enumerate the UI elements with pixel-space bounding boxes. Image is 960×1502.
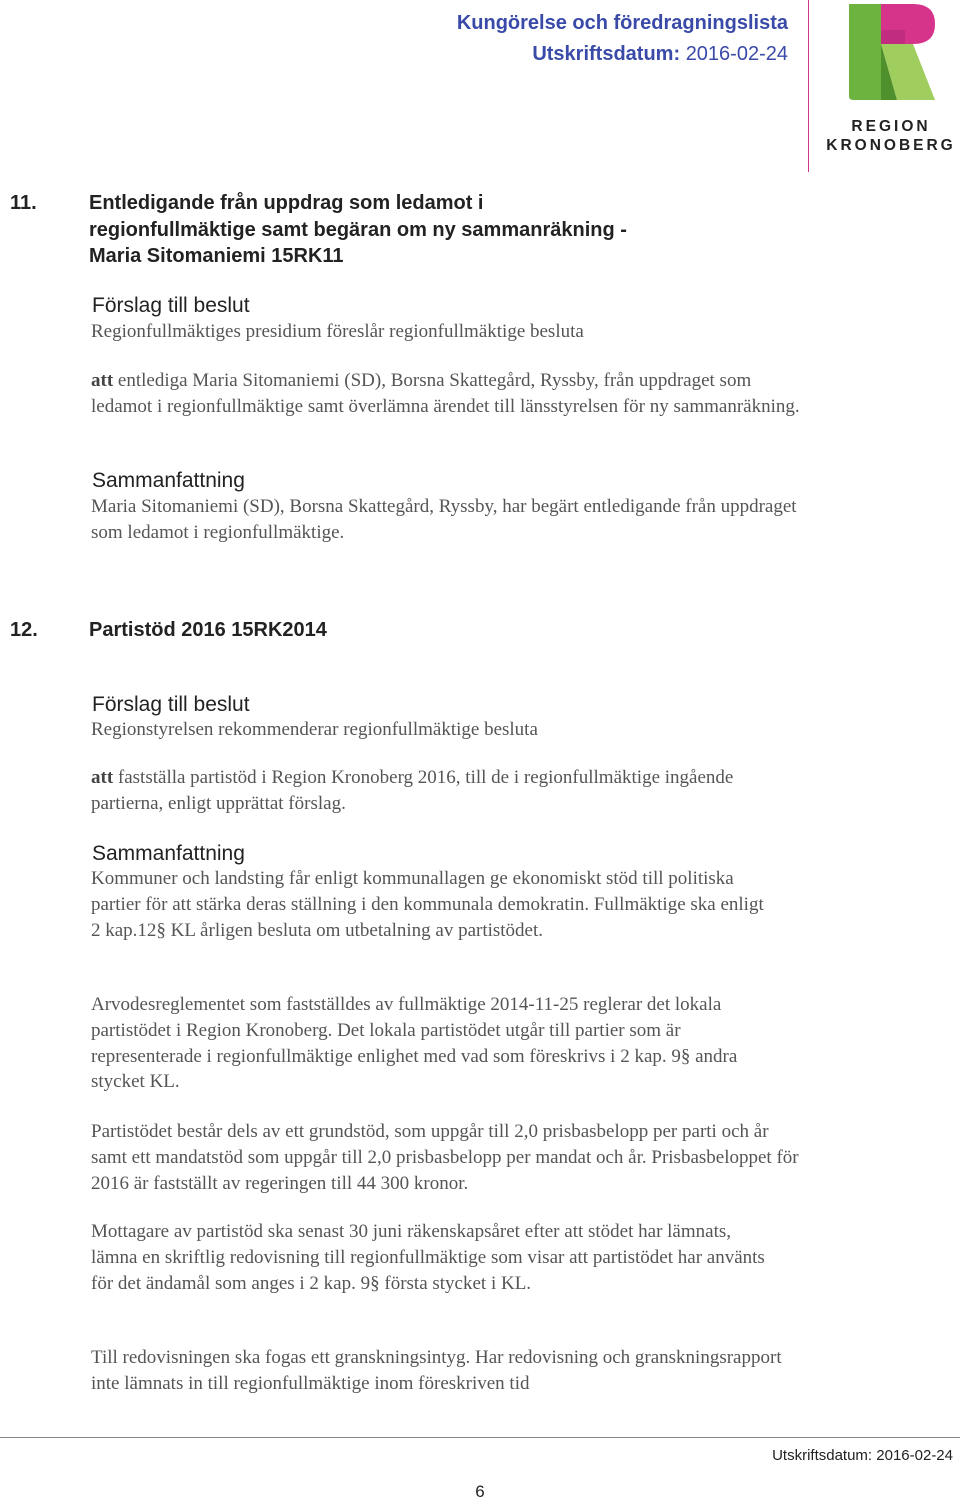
footer-divider [0, 1437, 960, 1438]
item-11-decision-text: entlediga Maria Sitomaniemi (SD), Borsna Skattegård, Ryssby, från uppdraget som ledamot i regionfullmäktige samt överlämna ärendet till länsstyrelsen för ny sammanräkning. [91, 370, 800, 417]
item-11-proposal-heading: Förslag till beslut [92, 294, 250, 317]
logo-line-region: REGION [851, 118, 931, 135]
item-12-summary-heading: Sammanfattning [92, 842, 245, 865]
item-12-number: 12. [10, 619, 38, 641]
page-header [0, 0, 960, 175]
item-11-heading [10, 190, 649, 270]
item-11-number: 11. [10, 192, 37, 214]
item-11-proposal-intro: Regionfullmäktiges presidium föreslår regionfullmäktige besluta [91, 321, 584, 342]
print-date-label: Utskriftsdatum: [532, 43, 681, 65]
item-11-decision [91, 368, 801, 420]
document-title: Kungörelse och föredragningslista [456, 12, 788, 34]
footer-print-date: Utskriftsdatum: 2016-02-24 [772, 1447, 953, 1464]
item-12-summary-paragraph: Till redovisningen ska fogas ett granskningsintyg. Har redovisning och granskningsrapport inte lämnats in till regionfullmäktige inom föreskriven tid [91, 1347, 782, 1394]
logo-wordmark [826, 117, 956, 155]
item-11-title: Entledigande från uppdrag som ledamot i regionfullmäktige samt begäran om ny sammanräkning - Maria Sitomaniemi 15RK11 [89, 192, 627, 267]
header-title-block [457, 8, 788, 70]
item-12-heading [10, 617, 649, 644]
region-kronoberg-logo-icon [843, 0, 939, 104]
print-date [457, 39, 788, 70]
item-12-proposal-heading: Förslag till beslut [92, 693, 250, 716]
item-12-title: Partistöd 2016 15RK2014 [89, 619, 327, 641]
page-number: 6 [475, 1482, 485, 1501]
item-12-att: att [91, 767, 114, 788]
item-12-summary-paragraph: Partistödet består dels av ett grundstöd, som uppgår till 2,0 prisbasbelopp per parti och år samt ett mandatstöd som uppgår till 2,0 prisbasbelopp per mandat och år. Prisbasbeloppet för 2016 är fastställt av regeringen till 44 300 kronor. [91, 1121, 799, 1194]
header-divider [808, 0, 809, 172]
item-12-proposal-intro: Regionstyrelsen rekommenderar regionfullmäktige besluta [91, 719, 538, 740]
item-11-summary-heading: Sammanfattning [92, 469, 245, 492]
item-12-summary-paragraph: Mottagare av partistöd ska senast 30 juni räkenskapsåret efter att stödet har lämnats, lämna en skriftlig redovisning till regionfullmäktige som visar att partistödet har använts för det ändamål som anges i 2 kap. 9§ första stycket i KL. [91, 1221, 765, 1294]
item-12-decision [91, 765, 801, 817]
item-11-summary: Maria Sitomaniemi (SD), Borsna Skattegård, Ryssby, har begärt entledigande från uppdraget som ledamot i regionfullmäktige. [91, 496, 797, 543]
item-12-decision-text: fastställa partistöd i Region Kronoberg 2016, till de i regionfullmäktige ingående partierna, enligt upprättat förslag. [91, 767, 734, 814]
item-12-summary-paragraph: Arvodesreglementet som fastställdes av fullmäktige 2014-11-25 reglerar det lokala partistödet i Region Kronoberg. Det lokala partistödet utgår till partier som är representerade i regionfullmäktige enlighet med vad som föreskrivs i 2 kap. 9§ andra stycket KL. [91, 994, 738, 1093]
print-date-value: 2016-02-24 [685, 43, 788, 65]
item-11-att: att [91, 370, 114, 391]
item-12-summary-paragraph: Kommuner och landsting får enligt kommunallagen ge ekonomiskt stöd till politiska partier för att stärka deras ställning i den kommunala demokratin. Fullmäktige ska enligt 2 kap.12§ KL årligen besluta om utbetalning av partistödet. [91, 868, 764, 941]
logo-line-kronoberg: KRONOBERG [826, 137, 956, 154]
